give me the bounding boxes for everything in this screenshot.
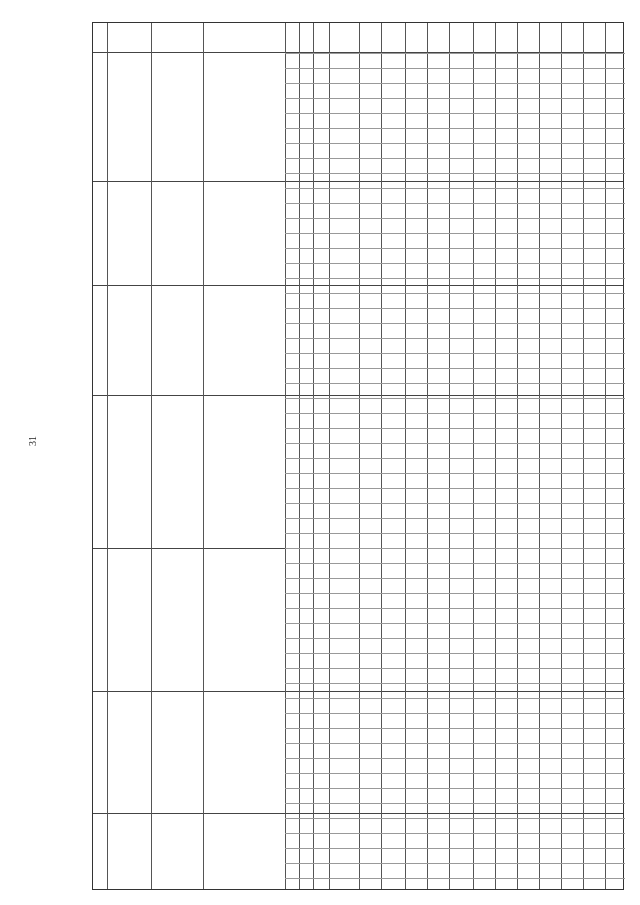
row-rule [285, 98, 625, 99]
row-rule [285, 428, 625, 429]
row-rule [285, 233, 625, 234]
row-rule [285, 713, 625, 714]
row-rule [285, 248, 625, 249]
row-rule [285, 638, 625, 639]
budget-table [92, 22, 624, 890]
row-rule [285, 113, 625, 114]
column-rule [359, 23, 360, 889]
table-row-group [93, 395, 623, 396]
row-rule [285, 158, 625, 159]
row-rule [285, 128, 625, 129]
column-rule [539, 23, 540, 889]
row-rule [285, 338, 625, 339]
row-rule [285, 758, 625, 759]
row-rule [285, 863, 625, 864]
row-rule [285, 218, 625, 219]
table-row-group [93, 691, 623, 692]
row-rule [285, 503, 625, 504]
row-rule [285, 743, 625, 744]
column-rule [329, 23, 330, 889]
column-rule [583, 23, 584, 889]
column-rule [517, 23, 518, 889]
row-rule [285, 848, 625, 849]
column-rule [381, 23, 382, 889]
column-rule [203, 23, 204, 889]
row-rule [285, 593, 625, 594]
row-rule [285, 398, 625, 399]
table-row-group [93, 813, 623, 814]
row-rule [285, 413, 625, 414]
row-rule [285, 353, 625, 354]
row-rule [285, 548, 625, 549]
row-rule [285, 308, 625, 309]
column-rule [561, 23, 562, 889]
row-rule [285, 458, 625, 459]
row-rule [285, 263, 625, 264]
column-rule [605, 23, 606, 889]
row-rule [285, 608, 625, 609]
row-rule [285, 83, 625, 84]
row-rule [285, 683, 625, 684]
row-rule [285, 878, 625, 879]
row-rule [285, 533, 625, 534]
row-rule [285, 773, 625, 774]
column-rule [151, 23, 152, 889]
row-rule [285, 488, 625, 489]
row-rule [285, 323, 625, 324]
column-rule [299, 23, 300, 889]
column-rule [449, 23, 450, 889]
row-rule [285, 173, 625, 174]
row-rule [285, 383, 625, 384]
row-rule [285, 293, 625, 294]
column-rule [473, 23, 474, 889]
row-rule [285, 578, 625, 579]
row-rule [285, 473, 625, 474]
row-rule [285, 443, 625, 444]
column-rule [405, 23, 406, 889]
column-rule [107, 23, 108, 889]
row-rule [285, 278, 625, 279]
row-rule [285, 53, 625, 54]
table-row-group [93, 181, 623, 182]
row-rule [285, 563, 625, 564]
row-rule [285, 728, 625, 729]
table-header-band [93, 23, 623, 53]
column-rule [495, 23, 496, 889]
row-rule [285, 623, 625, 624]
row-rule [285, 803, 625, 804]
row-rule [285, 818, 625, 819]
row-rule [285, 188, 625, 189]
column-rule [427, 23, 428, 889]
row-rule [285, 788, 625, 789]
page-number: 31 [28, 436, 39, 446]
row-rule [285, 833, 625, 834]
row-rule [285, 68, 625, 69]
table-row-group [93, 285, 623, 286]
row-rule [285, 653, 625, 654]
row-rule [285, 668, 625, 669]
row-rule [285, 368, 625, 369]
column-rule [285, 23, 286, 889]
row-rule [285, 698, 625, 699]
column-rule [313, 23, 314, 889]
row-rule [285, 203, 625, 204]
row-rule [285, 518, 625, 519]
row-rule [285, 143, 625, 144]
